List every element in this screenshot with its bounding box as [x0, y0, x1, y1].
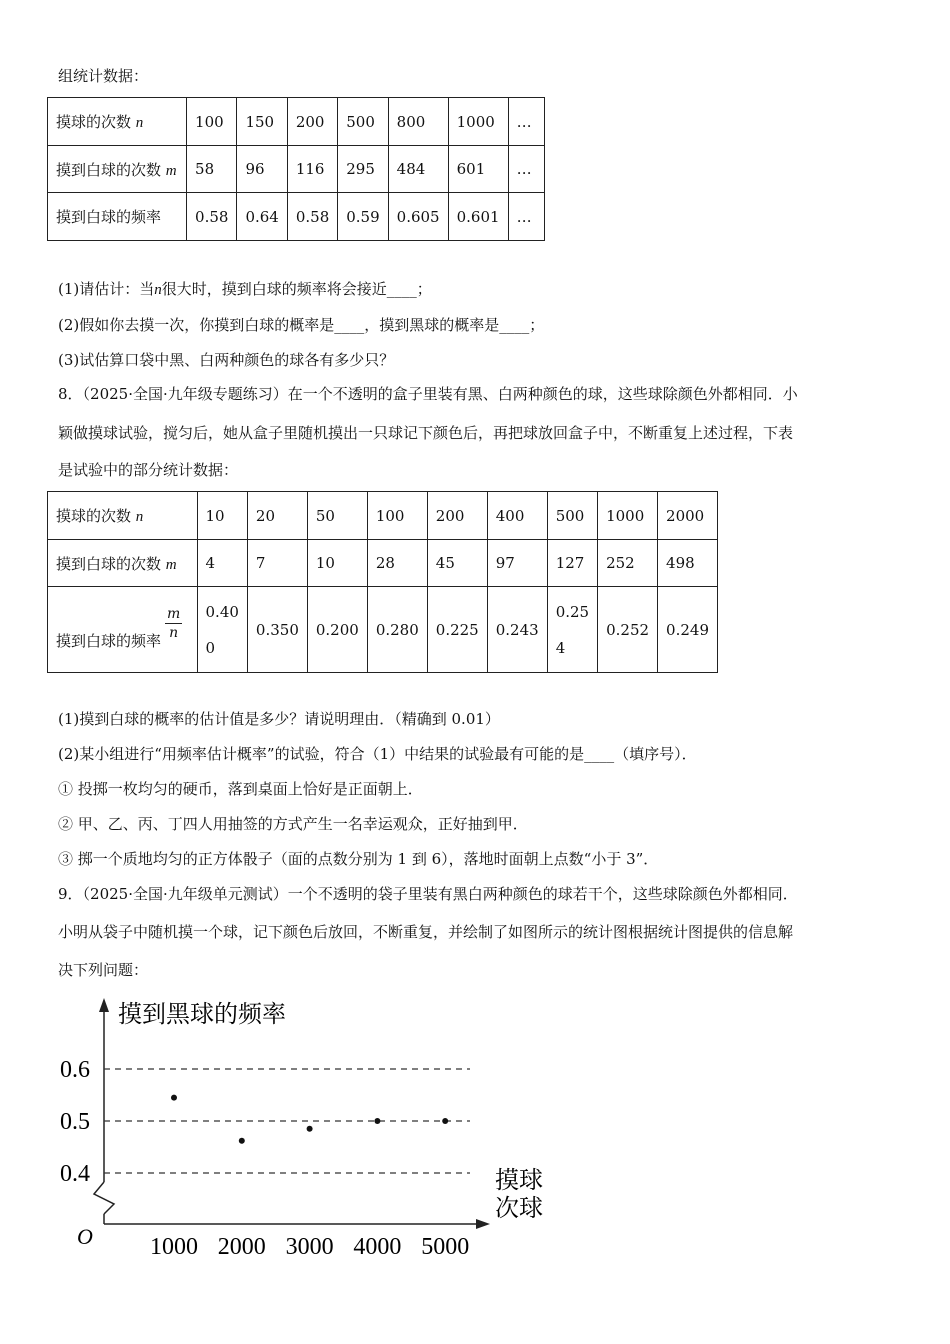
- table-cell: 58: [187, 146, 237, 193]
- x-axis-arrow-icon: [476, 1219, 490, 1229]
- table-cell: 28: [367, 540, 427, 587]
- table-cell: 1000: [448, 98, 508, 146]
- table-cell: 400: [487, 492, 547, 540]
- table-cell: 601: [448, 146, 508, 193]
- table-1: [47, 97, 545, 241]
- table-cell: 498: [658, 540, 718, 587]
- q7-part-2: (2)假如你去摸一次，你摸到白球的概率是____，摸到黑球的概率是____；: [58, 316, 545, 334]
- table-cell: 150: [237, 98, 287, 146]
- table-cell: 295: [338, 146, 388, 193]
- q8-part-2: (2)某小组进行“用频率估计概率”的试验，符合（1）中结果的试验最有可能的是____（填序号）．: [58, 745, 697, 763]
- table2-row1-label: 摸球的次数 n: [48, 492, 198, 540]
- q8-option-1: ① 投掷一枚均匀的硬币，落到桌面上恰好是正面朝上．: [58, 780, 423, 798]
- origin-label: O: [77, 1224, 93, 1249]
- table-cell: 1000: [598, 492, 658, 540]
- table-cell: 200: [427, 492, 487, 540]
- table-cell: 45: [427, 540, 487, 587]
- q8-line-3: 是试验中的部分统计数据：: [58, 461, 239, 479]
- table-row: [48, 540, 718, 587]
- table1-row-label: 摸球的次数 n: [48, 98, 187, 146]
- table-cell: 0.601: [448, 193, 508, 241]
- x-tick-label: 4000: [353, 1234, 402, 1260]
- table-cell: 10: [307, 540, 367, 587]
- q8-option-2: ② 甲、乙、丙、丁四人用抽签的方式产生一名幸运观众，正好抽到甲．: [58, 815, 528, 833]
- table-cell: 100: [367, 492, 427, 540]
- q7-p1-pre: (1)请估计：当: [58, 280, 155, 298]
- table-cell: 0.350: [247, 587, 307, 673]
- frequency-chart: [0, 990, 950, 1300]
- intro-text: 组统计数据：: [58, 67, 149, 85]
- data-point: [374, 1118, 380, 1124]
- table-cell: 116: [287, 146, 337, 193]
- q7-part-1: [58, 279, 432, 300]
- q7-part-3: (3)试估算口袋中黑、白两种颜色的球各有多少只？: [58, 351, 395, 369]
- x-tick-label: 3000: [285, 1234, 334, 1260]
- table-cell: 0.243: [487, 587, 547, 673]
- table-cell: 0.280: [367, 587, 427, 673]
- table-cell: 50: [307, 492, 367, 540]
- table-cell: 252: [598, 540, 658, 587]
- table-cell: 800: [388, 98, 448, 146]
- x-tick-label: 5000: [421, 1234, 470, 1260]
- table-cell: 4: [197, 540, 247, 587]
- table-cell: …: [508, 193, 544, 241]
- y-tick-label: 0.5: [60, 1109, 90, 1135]
- table-row: [48, 98, 545, 146]
- table-cell: 0.58: [187, 193, 237, 241]
- data-point: [307, 1126, 313, 1132]
- q7-p1-post: 很大时，摸到白球的频率将会接近____；: [161, 280, 432, 298]
- table-cell: 127: [547, 540, 597, 587]
- table2-row2-label: 摸到白球的次数 m: [48, 540, 198, 587]
- q9-line-2: 小明从袋子中随机摸一个球，记下颜色后放回，不断重复，并绘制了如图所示的统计图根据统计图提供的信息解: [58, 923, 794, 941]
- table-cell: 0.25 4: [547, 587, 597, 673]
- q8-line-2: 颖做摸球试验，搅匀后，她从盒子里随机摸出一只球记下颜色后，再把球放回盒子中，不断重复上述过程，下表: [58, 424, 794, 442]
- table-cell: 200: [287, 98, 337, 146]
- q9-line-3: 决下列问题：: [58, 961, 149, 979]
- table-cell: 500: [547, 492, 597, 540]
- y-tick-label: 0.4: [60, 1161, 90, 1187]
- table-cell: 0.200: [307, 587, 367, 673]
- q8-option-3: ③ 掷一个质地均匀的正方体骰子（面的点数分别为 1 到 6），落地时面朝上点数“小于 3”．: [58, 850, 659, 868]
- fraction-m-over-n: $\frac{m}{n}$: [167, 606, 181, 641]
- table-cell: 7: [247, 540, 307, 587]
- table-cell: …: [508, 146, 544, 193]
- axis-break: [94, 1182, 114, 1214]
- table-cell: 500: [338, 98, 388, 146]
- x-tick-label: 1000: [150, 1234, 198, 1260]
- data-point: [171, 1095, 177, 1101]
- table-cell: 0.58: [287, 193, 337, 241]
- table-cell: 484: [388, 146, 448, 193]
- table-cell: 97: [487, 540, 547, 587]
- table-cell: 0.225: [427, 587, 487, 673]
- data-point: [239, 1138, 245, 1144]
- table-cell: 0.59: [338, 193, 388, 241]
- table-cell: 100: [187, 98, 237, 146]
- table-row: [48, 587, 718, 673]
- x-axis-label-line-1: 摸球: [495, 1168, 543, 1194]
- table-cell: 0.605: [388, 193, 448, 241]
- table-cell: 0.252: [598, 587, 658, 673]
- q9-line-1: 9．（2025·全国·九年级单元测试）一个不透明的袋子里装有黑白两种颜色的球若干个，这些球除颜色外都相同．: [58, 885, 798, 903]
- table2-row3-label: 摸到白球的频率 $\frac{m}{n}$: [48, 587, 198, 673]
- table-cell: 20: [247, 492, 307, 540]
- y-tick-label: 0.6: [60, 1057, 90, 1083]
- data-point: [442, 1118, 448, 1124]
- table-cell: 0.64: [237, 193, 287, 241]
- x-tick-label: 2000: [217, 1234, 266, 1260]
- table-row: [48, 146, 545, 193]
- table1-row-label: 摸到白球的频率: [48, 193, 187, 241]
- x-axis-label-line-2: 次球: [495, 1196, 543, 1222]
- y-axis-label: 摸到黑球的频率: [118, 1002, 286, 1028]
- y-axis-arrow-icon: [99, 998, 109, 1012]
- table-row: [48, 193, 545, 241]
- table-cell: 10: [197, 492, 247, 540]
- q7-p1-var: n: [154, 282, 162, 298]
- table-cell: …: [508, 98, 544, 146]
- table-cell: 96: [237, 146, 287, 193]
- table-cell: 0.249: [658, 587, 718, 673]
- q8-part-1: (1)摸到白球的概率的估计值是多少？请说明理由．（精确到 0.01）: [58, 710, 500, 728]
- table-row: [48, 492, 718, 540]
- table1-row-label: 摸到白球的次数 m: [48, 146, 187, 193]
- table-2: [47, 491, 718, 673]
- table-cell: 2000: [658, 492, 718, 540]
- table-cell: 0.40 0: [197, 587, 247, 673]
- q8-line-1: 8．（2025·全国·九年级专题练习）在一个不透明的盒子里装有黑、白两种颜色的球，这些球除颜色外都相同．小: [58, 385, 798, 403]
